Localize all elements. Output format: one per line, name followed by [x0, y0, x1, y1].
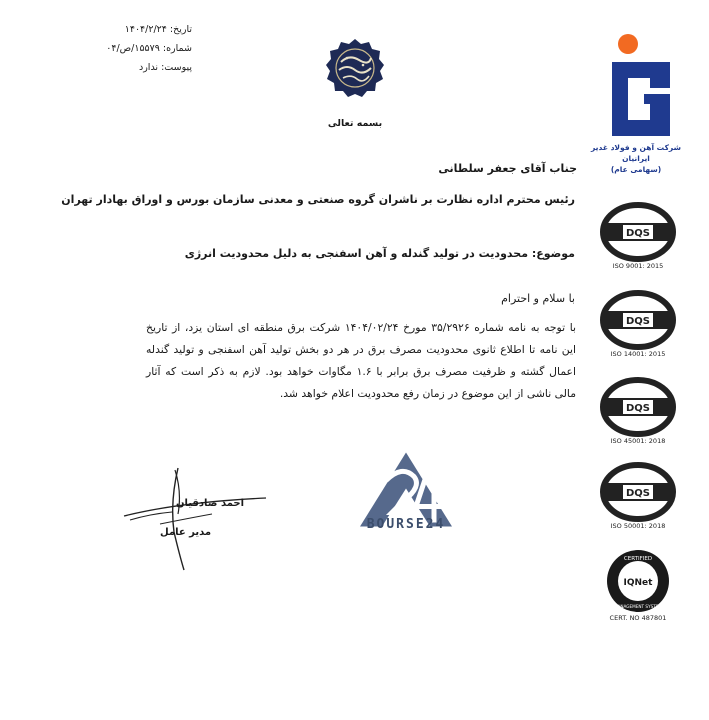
iqnet-top-text: CERTIFIED — [623, 556, 653, 562]
dqs-logo-icon — [598, 202, 678, 262]
dqs-logo-icon — [598, 462, 678, 522]
handwritten-signature-icon — [120, 462, 270, 572]
dqs-logo-icon — [598, 290, 678, 350]
letter-attachment: پیوست: ندارد — [138, 62, 192, 73]
iso-badge-9001 — [598, 202, 678, 270]
signer-title: مدیر عامل — [160, 527, 212, 538]
iqnet-badge — [603, 548, 673, 628]
calligraphy-emblem-icon — [325, 38, 385, 100]
letter-date: تاریخ: ۱۴۰۴/۲/۲۴ — [124, 24, 192, 35]
iso-label: ISO 50001: 2018 — [610, 522, 666, 530]
iso-label: ISO 45001: 2018 — [610, 437, 666, 445]
greeting: با سلام و احترام — [501, 292, 575, 305]
svg-text:DQS: DQS — [625, 488, 651, 499]
letter-number: شماره: ۱۵۵۷۹/ص/۰۴ — [106, 43, 192, 54]
letter-body: با توجه به نامه شماره ۳۵/۲۹۲۶ مورخ ۱۴۰۴/۰۲/۲۴ شرکت برق منطقه ای استان یزد، از تاریخ این نامه تا اطلاع ثانوی محدودیت مصرف برق در هر دو بخش تولید آهن اسفنجی و تولید گندله اعمال گشته و ظرفیت مصرف برق برابر با ۱.۶ مگاوات خواهد بود. لازم به ذکر است که آثار مالی ناشی از این موضوع در زمان رفع محدودیت اعلام خواهد شد. — [146, 321, 577, 400]
addressee: جناب آقای جعفر سلطانی — [438, 162, 577, 175]
signer-name: احمد صادقیان — [176, 498, 245, 509]
iqnet-center-text: IQNet — [623, 578, 653, 588]
recipient-title: رئیس محترم اداره نظارت بر ناشران گروه صنعتی و معدنی سازمان بورس و اوراق بهادار تهران — [61, 193, 575, 206]
iso-label: ISO 14001: 2015 — [610, 350, 666, 358]
company-name: شرکت آهن و فولاد غدیر ایرانیان — [591, 143, 681, 163]
iso-label: ISO 9001: 2015 — [612, 262, 664, 270]
iqnet-logo-icon — [603, 548, 673, 614]
iso-badge-45001 — [598, 377, 678, 445]
iso-badge-50001 — [598, 462, 678, 530]
iqnet-bottom-text: MANAGEMENT SYSTEM — [613, 604, 663, 609]
iqnet-cert-no: CERT. NO 487801 — [609, 614, 667, 622]
letter-meta — [92, 20, 192, 77]
watermark-text: BOURSE24 — [366, 517, 446, 532]
company-name-block — [584, 142, 688, 175]
basmala: بسمه تعالی — [327, 118, 383, 129]
svg-text:DQS: DQS — [625, 228, 651, 239]
dqs-logo-icon — [598, 377, 678, 437]
company-type: (سهامی عام) — [610, 165, 662, 174]
svg-text:DQS: DQS — [625, 403, 651, 414]
iso-badge-14001 — [598, 290, 678, 358]
letter-subject: موضوع: محدودیت در تولید گندله و آهن اسفنجی به دلیل محدودیت انرژی — [184, 247, 575, 260]
svg-text:DQS: DQS — [625, 316, 651, 327]
company-logo-icon — [606, 32, 676, 138]
